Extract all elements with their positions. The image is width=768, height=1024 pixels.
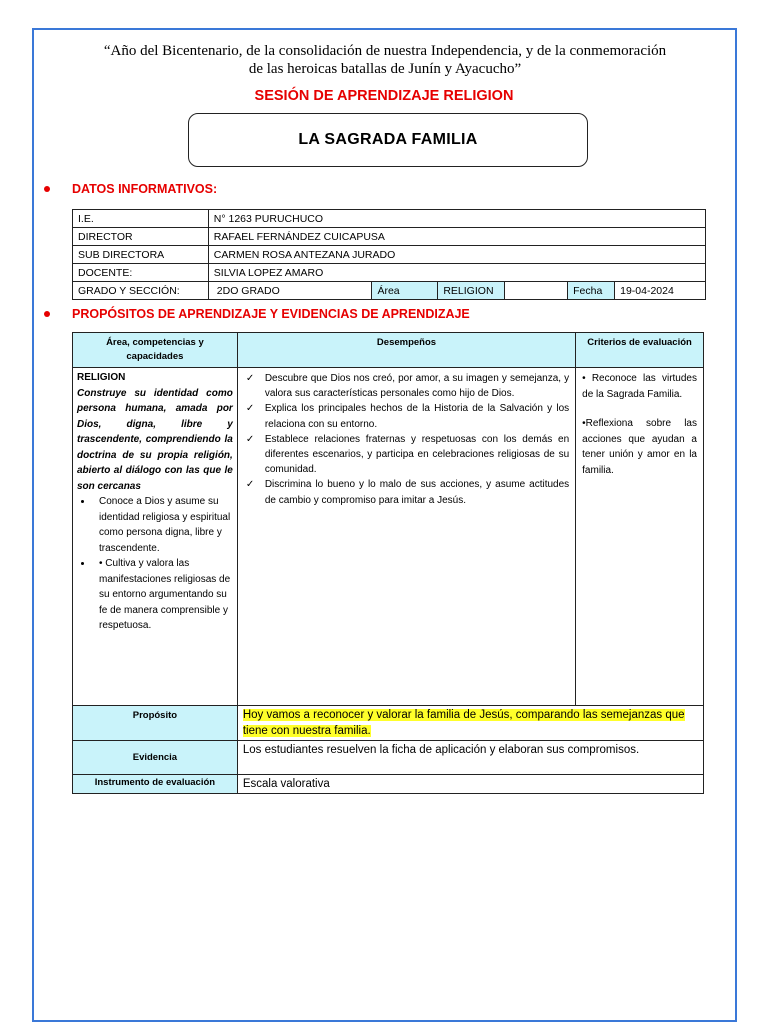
criterios-cell [576, 368, 704, 706]
table-row [73, 368, 704, 706]
main-title-box [188, 113, 588, 167]
list-item [246, 477, 569, 507]
fecha-label: Fecha [568, 282, 615, 300]
datos-heading [44, 182, 217, 196]
criterio-1: • Reconoce las virtudes de la Sagrada Familia. [582, 373, 697, 400]
table-row [73, 282, 706, 300]
area-spacer [505, 282, 568, 300]
desempenos-cell [237, 368, 575, 706]
grado-label: GRADO Y SECCIÓN: [73, 282, 209, 300]
table-row [73, 741, 704, 775]
desempeno-text: Explica los principales hechos de la Historia de la Salvación y los relaciona con su entorno. [264, 403, 570, 430]
director-value: RAFAEL FERNÁNDEZ CUICAPUSA [208, 228, 705, 246]
info-table [72, 209, 706, 300]
subdirectora-label: SUB DIRECTORA [73, 246, 209, 264]
bullet-icon [44, 311, 50, 317]
main-title: LA SAGRADA FAMILIA [298, 131, 478, 148]
check-icon: ✓ [245, 479, 255, 491]
area-label: Área [372, 282, 438, 300]
subdirectora-value: CARMEN ROSA ANTEZANA JURADO [208, 246, 705, 264]
motto-line-1: “Año del Bicentenario, de la consolidación de nuestra Independencia, y de la conmemoración [103, 43, 667, 59]
desempeno-text: Discrimina lo bueno y lo malo de sus acciones, y asume actitudes de cambio y compromiso para imitar a Jesús. [264, 479, 570, 506]
proposito-cell [237, 706, 703, 741]
area-value: RELIGION [438, 282, 505, 300]
bullet-icon [44, 186, 50, 192]
desempeno-text: Establece relaciones fraternas y respetuosas con los demás en diferentes escenarios, y participa en celebraciones religiosas de su comunidad. [264, 433, 570, 476]
evidencia-label: Evidencia [73, 741, 238, 775]
grado-value: 2DO GRADO [208, 282, 372, 300]
docente-label: DOCENTE: [73, 264, 209, 282]
motto [40, 42, 730, 78]
col-header-criterios: Criterios de evaluación [576, 333, 704, 368]
area-cell [73, 368, 238, 706]
table-row [73, 210, 706, 228]
list-item [246, 371, 569, 401]
list-item [246, 432, 569, 478]
table-row [73, 228, 706, 246]
check-icon: ✓ [245, 403, 255, 415]
desempenos-list [246, 371, 569, 508]
check-icon: ✓ [245, 433, 255, 445]
table-row [73, 264, 706, 282]
table-row [73, 246, 706, 264]
desempeno-text: Descubre que Dios nos creó, por amor, a su imagen y semejanza, y valora sus características personales como hijo de Dios. [264, 373, 570, 400]
instrumento-label: Instrumento de evaluación [73, 775, 238, 794]
capacidades-list [77, 494, 233, 634]
propositos-heading [44, 307, 470, 321]
list-item [246, 401, 569, 431]
list-item: • Conoce a Dios y asume su identidad religiosa y espiritual como persona digna, libre y trascendente. [93, 494, 233, 556]
table-row [73, 775, 704, 794]
list-item: • • Cultiva y valora las manifestaciones religiosas de su entorno argumentando su fe de manera comprensible y respetuosa. [93, 556, 233, 634]
instrumento-value: Escala valorativa [237, 775, 703, 794]
propositos-table [72, 332, 704, 794]
col-header-desempenos: Desempeños [237, 333, 575, 368]
ie-label: I.E. [73, 210, 209, 228]
docente-value: SILVIA LOPEZ AMARO [208, 264, 705, 282]
director-label: DIRECTOR [73, 228, 209, 246]
table-row [73, 706, 704, 741]
evidencia-value: Los estudiantes resuelven la ficha de aplicación y elaboran sus compromisos. [237, 741, 703, 775]
ie-value: N° 1263 PURUCHUCO [208, 210, 705, 228]
proposito-value: Hoy vamos a reconocer y valorar la familia de Jesús, comparando las semejanzas que tiene con nuestra familia. [242, 709, 685, 737]
fecha-value: 19-04-2024 [615, 282, 706, 300]
competencia: Construye su identidad como persona humana, amada por Dios, digna, libre y trascendente, comprendiendo la doctrina de su propia religión, abierto al diálogo con las que le son cercanas [77, 387, 233, 492]
motto-line-2: de las heroicas batallas de Junín y Ayacucho” [248, 61, 522, 77]
spacer [582, 402, 697, 416]
proposito-label: Propósito [73, 706, 238, 741]
area-name: RELIGION [77, 372, 126, 383]
criterio-2: •Reflexiona sobre las acciones que ayudan a tener unión y amor en la familia. [582, 418, 697, 476]
propositos-heading-text: PROPÓSITOS DE APRENDIZAJE Y EVIDENCIAS DE APRENDIZAJE [72, 307, 470, 321]
table-header-row [73, 333, 704, 368]
session-title: SESIÓN DE APRENDIZAJE RELIGION [254, 88, 514, 104]
check-icon: ✓ [245, 373, 255, 384]
datos-heading-text: DATOS INFORMATIVOS: [72, 182, 218, 196]
col-header-area: Área, competencias y capacidades [73, 333, 238, 368]
